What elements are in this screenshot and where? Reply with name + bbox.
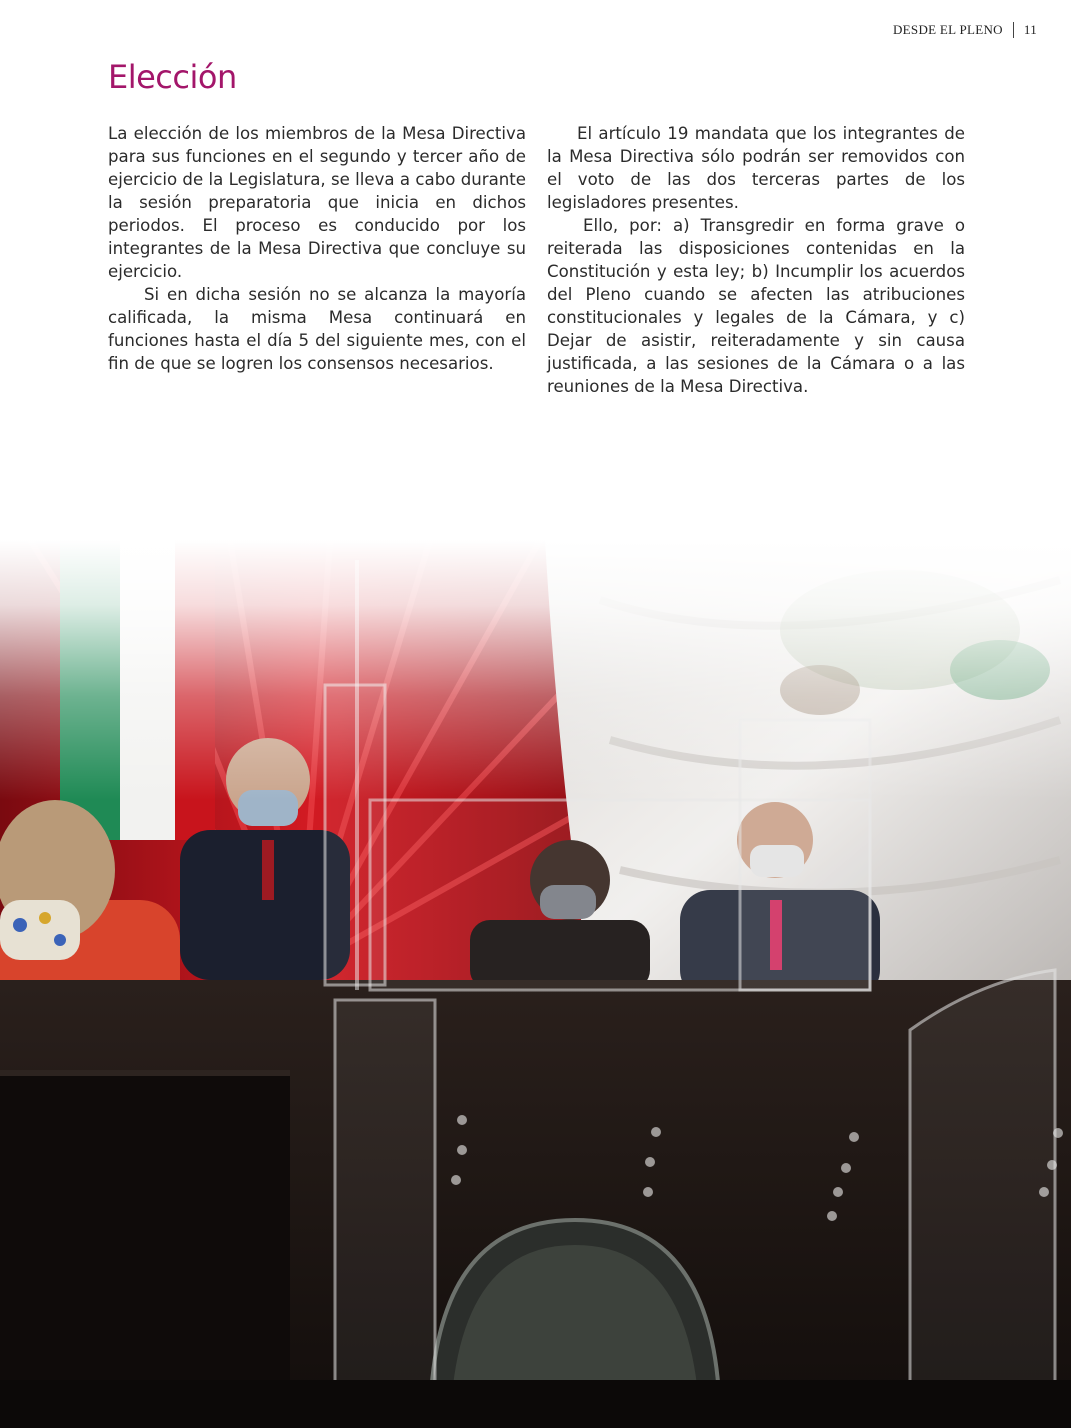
- photo-top-fade: [0, 540, 1071, 800]
- section-name: DESDE EL PLENO: [892, 22, 1003, 37]
- paragraph: La elección de los miembros de la Mesa Directiva para sus funciones en el segundo y tercer año de ejercicio de la Legislatura, se lleva a cabo durante la sesión preparatoria que inicia en dichos periodos. El proceso es conducido por los integrantes de la Mesa Directiva que concluye su ejercicio.: [108, 124, 526, 281]
- paragraph: El artículo 19 mandata que los integrantes de la Mesa Directiva sólo podrán ser removidos con el voto de las dos terceras partes de los legisladores presentes.: [547, 124, 965, 212]
- paragraph: Ello, por: a) Transgredir en forma grave o reiterada las disposiciones contenidas en la Constitución y esta ley; b) Incumplir los acuerdos del Pleno cuando se afecten las atribuciones constitucionales y legales de la Cámara, y c) Dejar de asistir, reiteradamente y sin causa justificada, a las sesiones de la Cámara o a las reuniones de la Mesa Directiva.: [547, 216, 965, 396]
- paragraph: Si en dicha sesión no se alcanza la mayoría calificada, la misma Mesa continuará en funciones hasta el día 5 del siguiente mes, con el fin de que se logren los consensos necesarios.: [108, 285, 526, 373]
- page-number: 11: [1023, 22, 1037, 37]
- header-divider: [1013, 22, 1014, 38]
- running-header: [893, 22, 1037, 38]
- right-column: [547, 122, 965, 398]
- article-title: Elección: [108, 58, 237, 96]
- left-column: [108, 122, 526, 375]
